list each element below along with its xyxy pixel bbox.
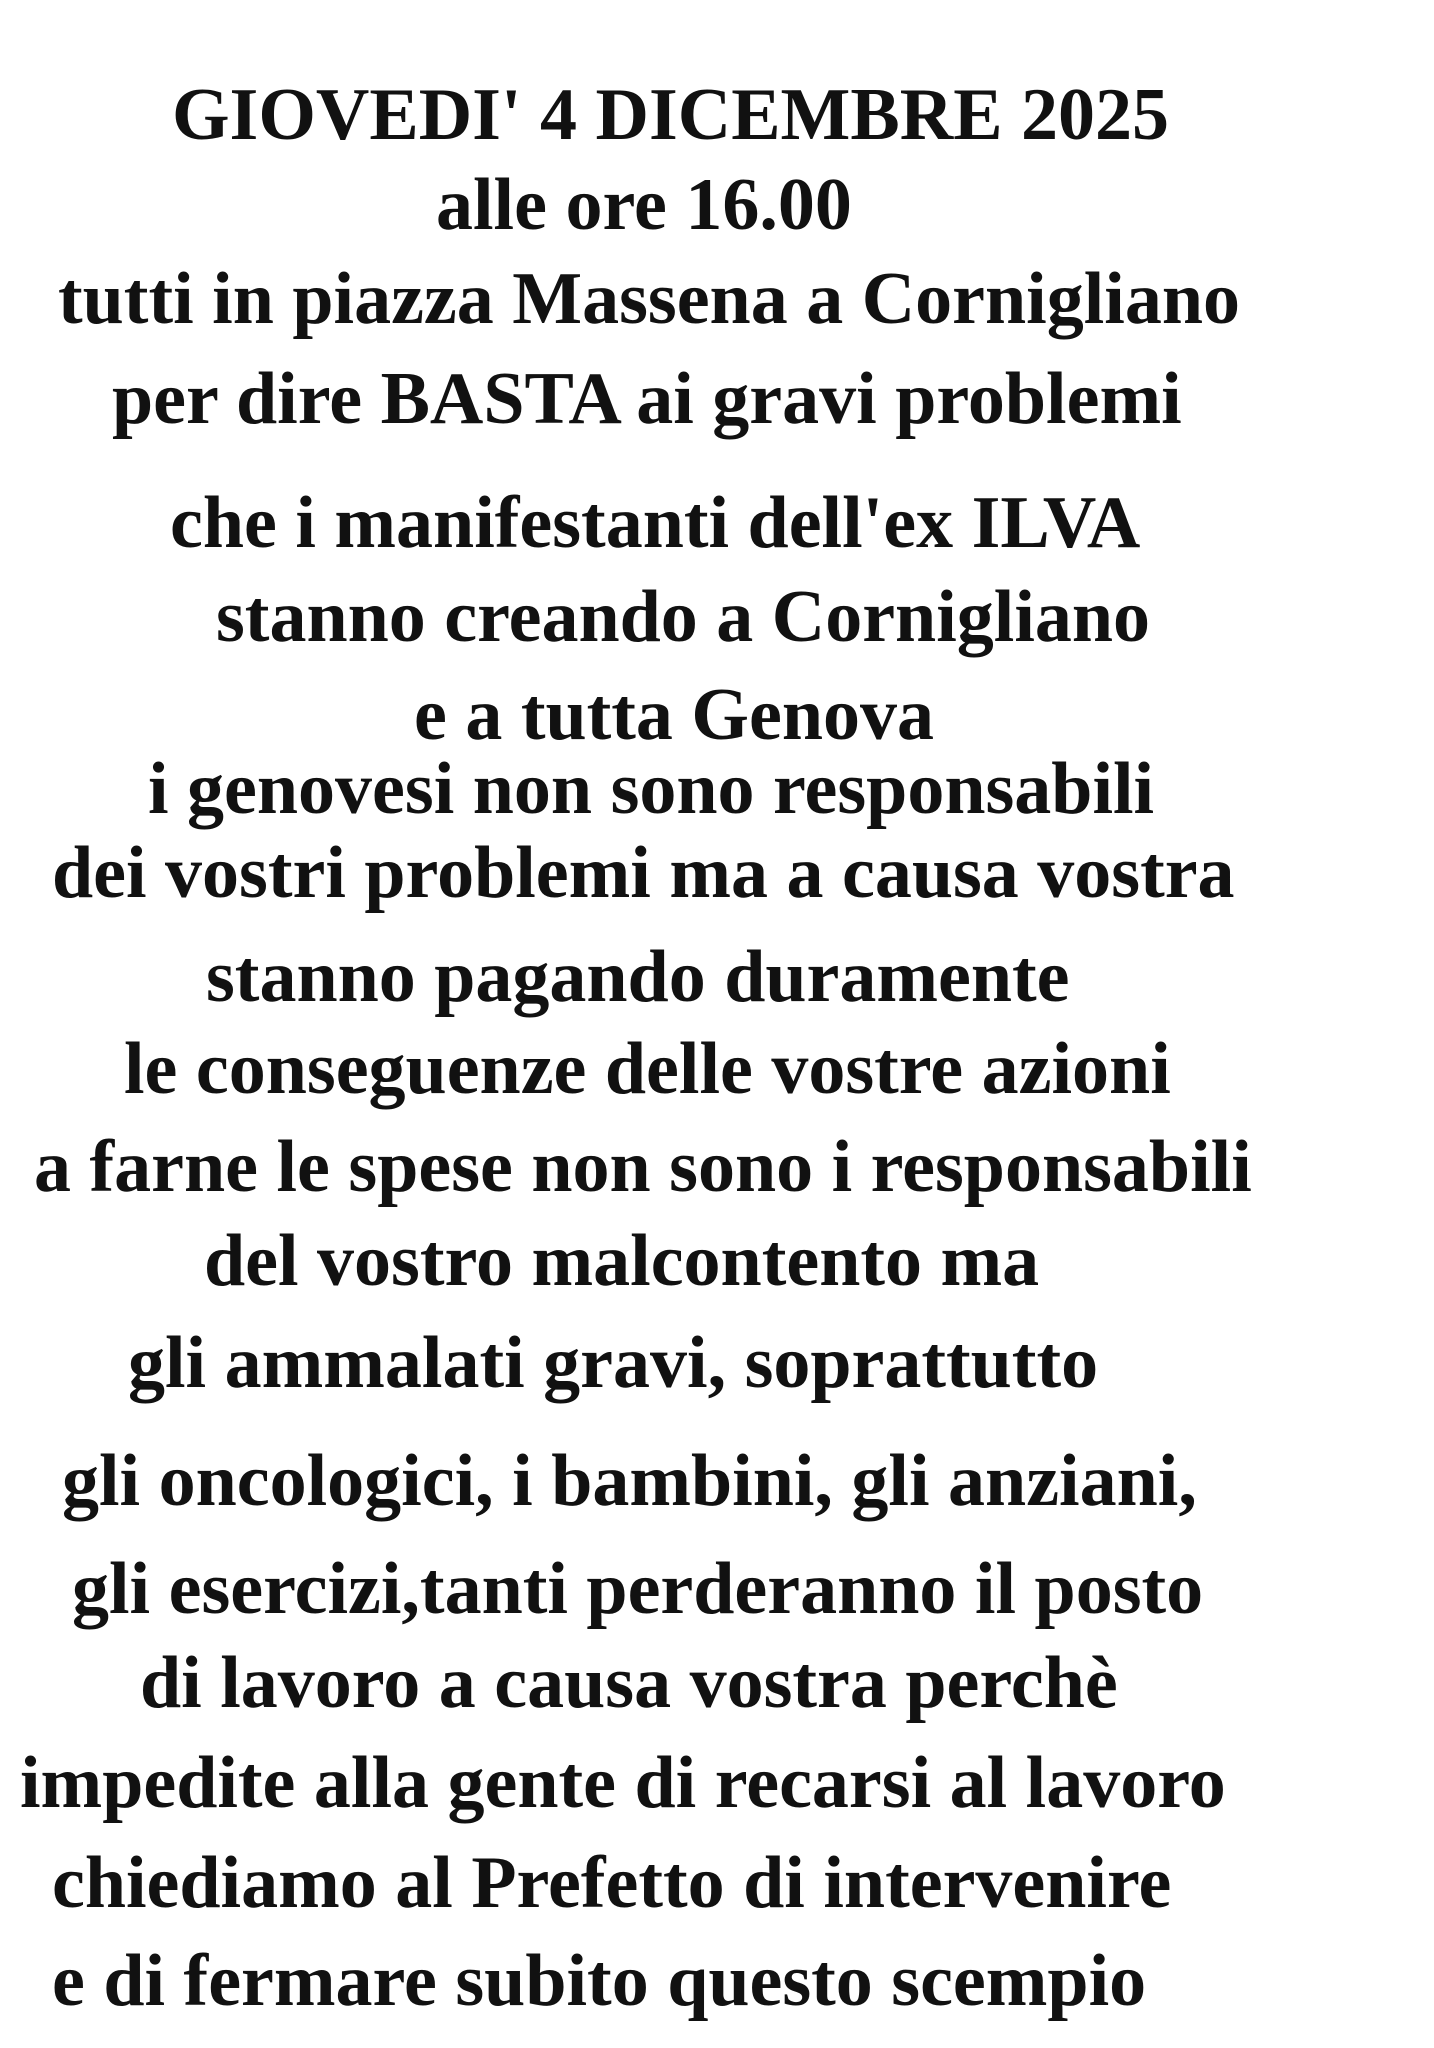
flyer-text-line: gli oncologici, i bambini, gli anziani, [62, 1440, 1197, 1522]
flyer-text-line: di lavoro a causa vostra perchè [140, 1642, 1118, 1724]
flyer-text-line: tutti in piazza Massena a Cornigliano [58, 258, 1240, 340]
flyer-text-line: stanno creando a Cornigliano [216, 576, 1151, 658]
flyer-time-line: alle ore 16.00 [436, 164, 852, 246]
flyer-text-line: che i manifestanti dell'ex ILVA [170, 482, 1141, 564]
flyer-text-line: a farne le spese non sono i responsabili [34, 1126, 1252, 1208]
flyer-text-line: gli ammalati gravi, soprattutto [128, 1322, 1099, 1404]
flyer-text-line: chiediamo al Prefetto di intervenire [52, 1842, 1172, 1924]
flyer-text-line: le conseguenze delle vostre azioni [124, 1028, 1171, 1110]
flyer-text-line: e di fermare subito questo scempio [52, 1940, 1147, 2022]
flyer-text-line: gli esercizi,tanti perderanno il posto [72, 1548, 1204, 1630]
flyer-text-line: stanno pagando duramente [206, 936, 1070, 1018]
flyer-text-line: impedite alla gente di recarsi al lavoro [20, 1742, 1226, 1824]
flyer-text-line: e a tutta Genova [414, 674, 934, 756]
flyer-text-line: dei vostri problemi ma a causa vostra [52, 832, 1235, 914]
flyer-text-line: i genovesi non sono responsabili [148, 748, 1155, 830]
flyer-text-line: per dire BASTA ai gravi problemi [112, 358, 1182, 440]
flyer-date-line: GIOVEDI' 4 DICEMBRE 2025 [172, 74, 1170, 156]
flyer-text-line: del vostro malcontento ma [204, 1220, 1040, 1302]
